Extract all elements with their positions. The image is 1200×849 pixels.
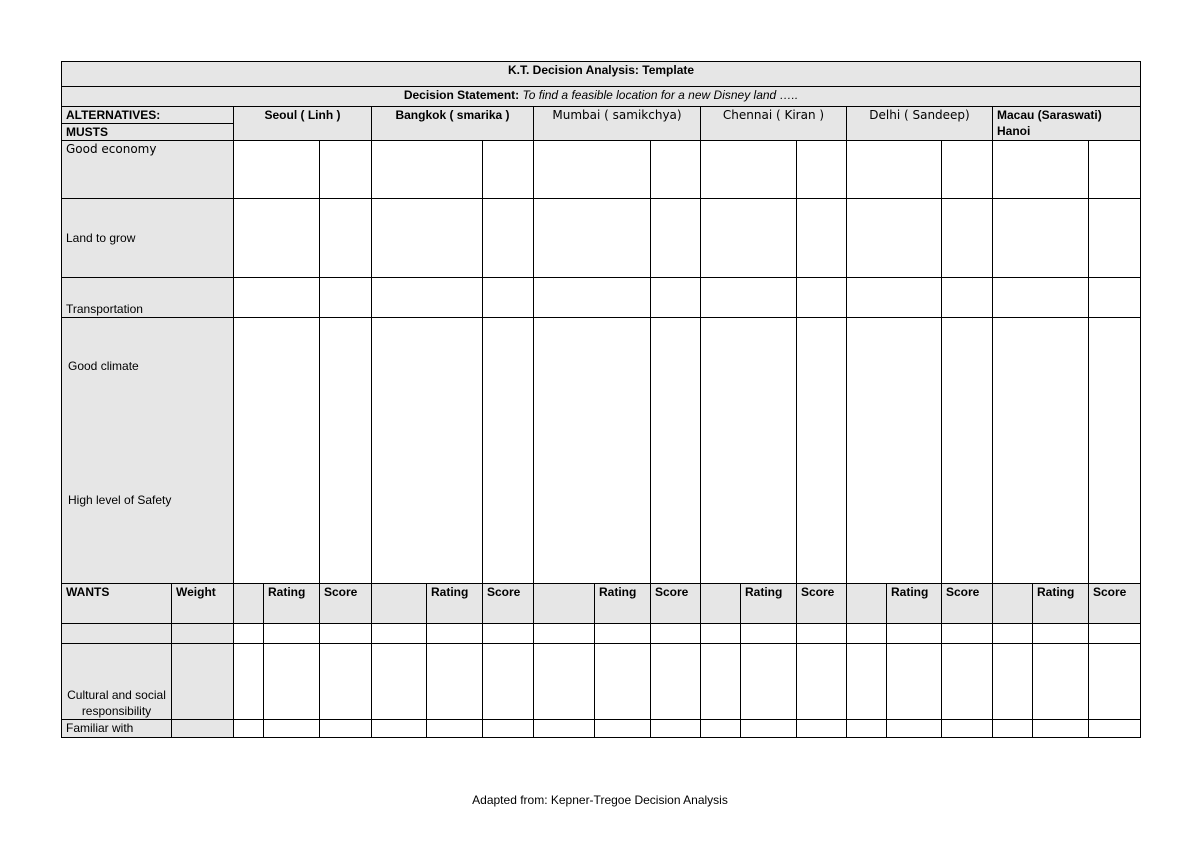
must-cell <box>847 199 942 278</box>
alternative-header-bangkok: Bangkok ( smarika ) <box>372 107 534 141</box>
must-cell <box>483 141 534 199</box>
musts-label: MUSTS <box>62 124 234 141</box>
must-cell <box>372 318 483 584</box>
want-cultural-social-responsibility: Cultural and social responsibility <box>62 644 172 720</box>
must-cell <box>942 278 993 318</box>
alternative-header-chennai: Chennai ( Kiran ) <box>701 107 847 141</box>
alternative-header-seoul: Seoul ( Linh ) <box>234 107 372 141</box>
must-cell <box>847 318 942 584</box>
must-good-climate: Good climate <box>68 359 139 373</box>
must-cell <box>797 141 847 199</box>
weight-cell <box>172 624 234 644</box>
must-cell <box>797 199 847 278</box>
rating-header: Rating <box>427 584 483 624</box>
must-cell <box>234 278 320 318</box>
must-good-economy: Good economy <box>62 141 234 199</box>
must-cell <box>847 278 942 318</box>
wants-label: WANTS <box>62 584 172 624</box>
must-cell <box>942 141 993 199</box>
must-cell <box>234 199 320 278</box>
must-cell <box>1089 278 1141 318</box>
must-cell <box>234 141 320 199</box>
must-cell <box>534 199 651 278</box>
must-cell <box>534 141 651 199</box>
must-cell <box>372 199 483 278</box>
must-cell <box>701 278 797 318</box>
must-cell <box>797 278 847 318</box>
score-header: Score <box>320 584 372 624</box>
must-cell <box>942 199 993 278</box>
must-cell <box>993 278 1089 318</box>
alternative-header-mumbai: Mumbai ( samikchya) <box>534 107 701 141</box>
must-transportation: Transportation <box>62 278 234 318</box>
must-cell <box>651 318 701 584</box>
must-cell <box>534 278 651 318</box>
want-empty <box>62 624 172 644</box>
must-high-level-of-safety: High level of Safety <box>68 493 172 507</box>
must-cell <box>320 141 372 199</box>
score-header: Score <box>483 584 534 624</box>
score-header: Score <box>651 584 701 624</box>
must-land-to-grow: Land to grow <box>62 199 234 278</box>
must-cell <box>1089 199 1141 278</box>
must-cell <box>701 141 797 199</box>
alternatives-label: ALTERNATIVES: <box>62 107 234 124</box>
must-cell <box>847 141 942 199</box>
rating-header: Rating <box>1033 584 1089 624</box>
decision-statement-label: Decision Statement: <box>403 88 520 102</box>
must-cell <box>483 199 534 278</box>
must-cell <box>320 199 372 278</box>
weight-header: Weight <box>172 584 234 624</box>
decision-analysis-table <box>61 61 1141 738</box>
alternative-header-macau: Macau (Saraswati) Hanoi <box>993 107 1141 141</box>
must-cell <box>797 318 847 584</box>
must-cell <box>372 278 483 318</box>
must-cell <box>483 278 534 318</box>
weight-cell <box>172 720 234 738</box>
must-cell <box>320 318 372 584</box>
score-header: Score <box>797 584 847 624</box>
source-footer: Adapted from: Kepner-Tregoe Decision Analysis <box>472 793 728 807</box>
must-cell <box>651 278 701 318</box>
page-title: K.T. Decision Analysis: Template <box>62 62 1141 87</box>
decision-statement-text: To find a feasible location for a new Disney land ….. <box>522 88 799 102</box>
decision-statement <box>62 87 1141 107</box>
alternative-header-delhi: Delhi ( Sandeep) <box>847 107 993 141</box>
must-cell <box>372 141 483 199</box>
must-cell <box>993 199 1089 278</box>
must-cell <box>320 278 372 318</box>
must-cell <box>534 318 651 584</box>
score-header: Score <box>1089 584 1141 624</box>
rating-header: Rating <box>595 584 651 624</box>
must-cell <box>483 318 534 584</box>
score-header: Score <box>942 584 993 624</box>
must-cell <box>1089 141 1141 199</box>
rating-header: Rating <box>887 584 942 624</box>
rating-header: Rating <box>741 584 797 624</box>
must-cell <box>234 318 320 584</box>
want-familiar-with: Familiar with <box>62 720 172 738</box>
must-climate-safety-cell <box>62 318 234 584</box>
must-cell <box>701 199 797 278</box>
must-cell <box>942 318 993 584</box>
weight-cell <box>172 644 234 720</box>
must-cell <box>993 318 1089 584</box>
rating-header: Rating <box>264 584 320 624</box>
must-cell <box>701 318 797 584</box>
must-cell <box>1089 318 1141 584</box>
must-cell <box>651 199 701 278</box>
must-cell <box>993 141 1089 199</box>
must-cell <box>651 141 701 199</box>
